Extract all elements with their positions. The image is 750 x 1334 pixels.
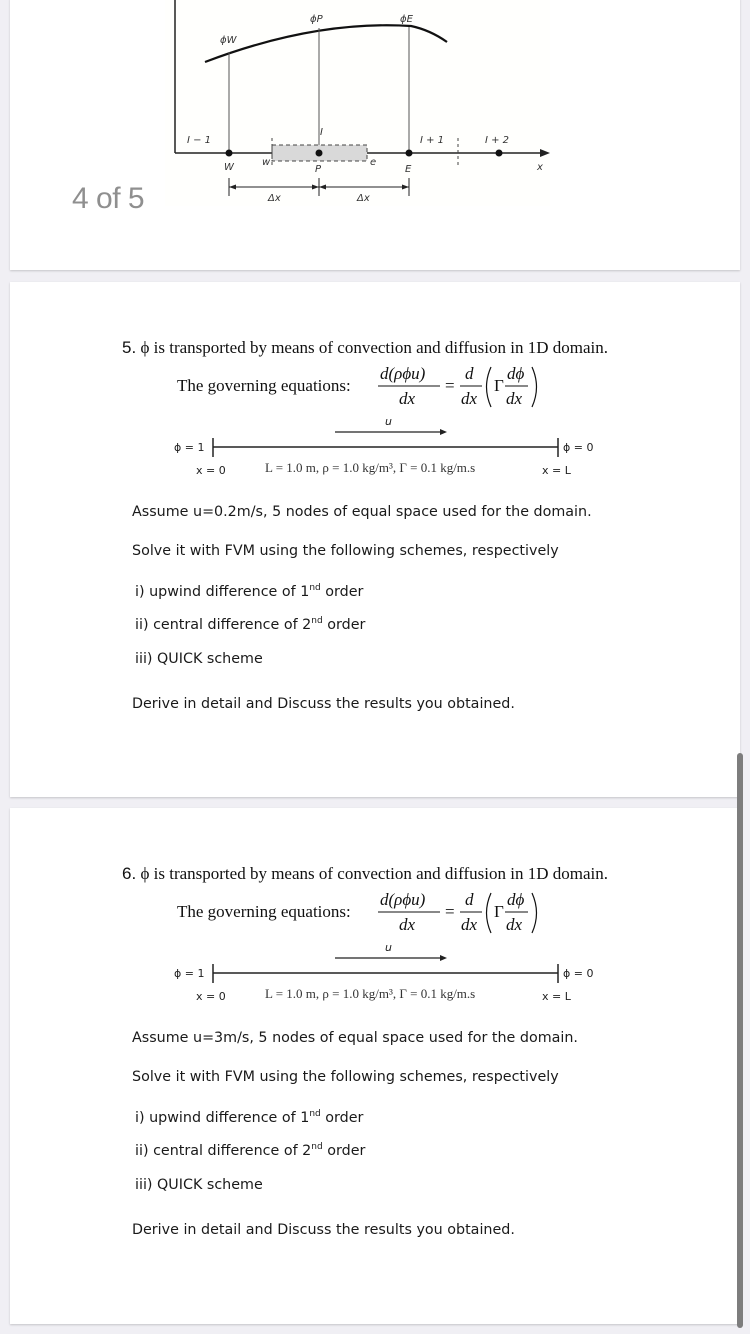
item-text: iii) QUICK scheme bbox=[135, 1177, 263, 1193]
scheme-item-upwind bbox=[135, 1109, 363, 1126]
item-text-end: order bbox=[320, 1110, 364, 1126]
eq-gamma: Γ bbox=[494, 376, 504, 395]
x-axis-arrowhead bbox=[540, 149, 550, 157]
eq-lhs-numerator: d(ρϕu) bbox=[380, 364, 426, 383]
eq-lhs-numerator: d(ρϕu) bbox=[380, 890, 426, 909]
governing-equation bbox=[378, 888, 568, 938]
page-card-6 bbox=[10, 808, 740, 1324]
governing-equation bbox=[378, 362, 568, 412]
item-sup: nd bbox=[311, 616, 323, 626]
equation-svg bbox=[378, 362, 568, 412]
item-sup: nd bbox=[309, 1109, 321, 1119]
derive-text: Derive in detail and Discuss the results you obtained. bbox=[132, 1222, 515, 1238]
eq-left-paren bbox=[487, 367, 492, 407]
question-text: ϕ is transported by means of convection and diffusion in 1D domain. bbox=[140, 864, 608, 883]
dim-arrow bbox=[319, 185, 326, 190]
solve-text: Solve it with FVM using the following schemes, respectively bbox=[132, 543, 559, 559]
dim-arrow bbox=[402, 185, 409, 190]
question-number: 6. bbox=[122, 864, 137, 883]
node-p-dot bbox=[316, 150, 323, 157]
label-i-plus-1: I + 1 bbox=[420, 135, 445, 146]
right-bc-label: ϕ = 0 bbox=[563, 967, 594, 980]
scheme-item-upwind bbox=[135, 583, 363, 600]
question-number: 5. bbox=[122, 338, 137, 357]
label-node-e: E bbox=[405, 164, 412, 175]
label-i-minus-1: I − 1 bbox=[187, 135, 212, 146]
eq-lhs-denominator: dx bbox=[399, 915, 416, 934]
dim-arrow bbox=[229, 185, 236, 190]
label-node-w: W bbox=[224, 162, 234, 173]
label-phi-w: ϕW bbox=[220, 35, 237, 46]
domain-figure bbox=[160, 410, 610, 485]
phi-curve bbox=[205, 25, 447, 62]
right-x-label: x = L bbox=[542, 464, 571, 477]
eq-gamma: Γ bbox=[494, 902, 504, 921]
eq-equals: = bbox=[445, 902, 455, 921]
label-phi-p: ϕP bbox=[310, 14, 323, 25]
label-i-plus-2: I + 2 bbox=[485, 135, 510, 146]
question-title bbox=[122, 338, 608, 358]
right-bc-label: ϕ = 0 bbox=[563, 441, 594, 454]
velocity-arrowhead bbox=[440, 955, 447, 961]
item-text-end: order bbox=[320, 584, 364, 600]
control-volume-figure bbox=[165, 0, 550, 206]
question-text: ϕ is transported by means of convection and diffusion in 1D domain. bbox=[140, 338, 608, 357]
solve-text: Solve it with FVM using the following schemes, respectively bbox=[132, 1069, 559, 1085]
assume-text: Assume u=3m/s, 5 nodes of equal space used for the domain. bbox=[132, 1030, 578, 1046]
assume-text: Assume u=0.2m/s, 5 nodes of equal space used for the domain. bbox=[132, 504, 592, 520]
question-title bbox=[122, 864, 608, 884]
control-volume-diagram bbox=[165, 0, 550, 206]
left-bc-label: ϕ = 1 bbox=[174, 441, 205, 454]
equation-svg bbox=[378, 888, 568, 938]
node-e-dot bbox=[406, 150, 413, 157]
eq-rhs-dx: dx bbox=[461, 389, 478, 408]
item-text: ii) central difference of 2 bbox=[135, 1143, 312, 1159]
domain-svg bbox=[160, 410, 610, 480]
item-text: ii) central difference of 2 bbox=[135, 617, 312, 633]
item-text: i) upwind difference of 1 bbox=[135, 1110, 310, 1126]
domain-svg bbox=[160, 936, 610, 1006]
velocity-label: u bbox=[385, 415, 392, 428]
governing-label: The governing equations: bbox=[177, 376, 351, 395]
eq-equals: = bbox=[445, 376, 455, 395]
node-i2-dot bbox=[496, 150, 503, 157]
eq-inner-denominator: dx bbox=[506, 915, 523, 934]
item-text: i) upwind difference of 1 bbox=[135, 584, 310, 600]
eq-rhs-d: d bbox=[465, 890, 474, 909]
eq-inner-numerator: dϕ bbox=[507, 364, 525, 383]
scheme-item-quick bbox=[135, 651, 263, 667]
dim-arrow bbox=[312, 185, 319, 190]
item-sup: nd bbox=[311, 1142, 323, 1152]
page-indicator: 4 of 5 bbox=[72, 182, 145, 215]
label-dx-1: Δx bbox=[268, 193, 281, 204]
left-bc-label: ϕ = 1 bbox=[174, 967, 205, 980]
scheme-item-central bbox=[135, 616, 365, 633]
label-i: I bbox=[320, 127, 323, 138]
scheme-item-quick bbox=[135, 1177, 263, 1193]
velocity-arrowhead bbox=[440, 429, 447, 435]
domain-params: L = 1.0 m, ρ = 1.0 kg/m³, Γ = 0.1 kg/m.s bbox=[265, 460, 476, 475]
label-face-e: e bbox=[370, 157, 377, 168]
eq-lhs-denominator: dx bbox=[399, 389, 416, 408]
eq-inner-numerator: dϕ bbox=[507, 890, 525, 909]
left-x-label: x = 0 bbox=[196, 464, 226, 477]
label-dx-2: Δx bbox=[357, 193, 370, 204]
eq-rhs-dx: dx bbox=[461, 915, 478, 934]
eq-right-paren bbox=[532, 367, 537, 407]
label-node-p: P bbox=[315, 164, 322, 175]
eq-inner-denominator: dx bbox=[506, 389, 523, 408]
eq-left-paren bbox=[487, 893, 492, 933]
label-axis-x: x bbox=[537, 162, 543, 173]
item-text: iii) QUICK scheme bbox=[135, 651, 263, 667]
label-phi-e: ϕE bbox=[400, 14, 413, 25]
domain-figure bbox=[160, 936, 610, 1011]
page-card-5 bbox=[10, 282, 740, 797]
vertical-scrollbar[interactable] bbox=[737, 753, 743, 1328]
scheme-item-central bbox=[135, 1142, 365, 1159]
item-text-end: order bbox=[322, 617, 366, 633]
label-face-w: w bbox=[262, 157, 271, 168]
governing-label: The governing equations: bbox=[177, 902, 351, 921]
item-sup: nd bbox=[309, 583, 321, 593]
page-card-4 bbox=[10, 0, 740, 270]
domain-params: L = 1.0 m, ρ = 1.0 kg/m³, Γ = 0.1 kg/m.s bbox=[265, 986, 476, 1001]
eq-rhs-d: d bbox=[465, 364, 474, 383]
velocity-label: u bbox=[385, 941, 392, 954]
right-x-label: x = L bbox=[542, 990, 571, 1003]
derive-text: Derive in detail and Discuss the results you obtained. bbox=[132, 696, 515, 712]
node-w-dot bbox=[226, 150, 233, 157]
left-x-label: x = 0 bbox=[196, 990, 226, 1003]
eq-right-paren bbox=[532, 893, 537, 933]
item-text-end: order bbox=[322, 1143, 366, 1159]
